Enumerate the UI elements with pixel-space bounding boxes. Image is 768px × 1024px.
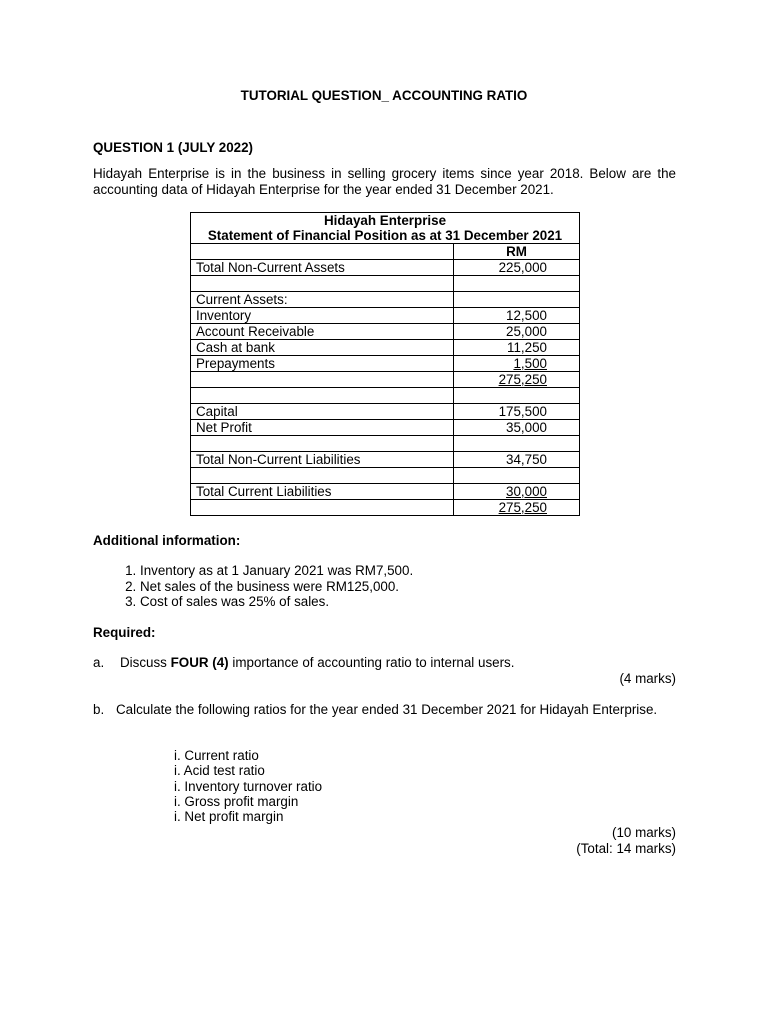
question-a-text	[120, 655, 514, 670]
spacer-cell	[191, 436, 454, 452]
row-amount: 225,000	[454, 260, 580, 276]
list-item: 3. Cost of sales was 25% of sales.	[140, 594, 413, 610]
spacer-cell	[454, 468, 580, 484]
row-amount: 34,750	[454, 452, 580, 468]
additional-info-heading: Additional information:	[93, 533, 241, 548]
row-label: Net Profit	[191, 420, 454, 436]
question-heading: QUESTION 1 (JULY 2022)	[93, 140, 254, 155]
list-item: i. Inventory turnover ratio	[174, 778, 323, 794]
question-b-letter: b.	[93, 702, 105, 717]
question-a-emphasis: FOUR (4)	[170, 655, 229, 670]
additional-info-list	[116, 563, 413, 610]
row-amount: 175,500	[454, 404, 580, 420]
list-item: i. Net profit margin	[174, 809, 284, 825]
ratio-list	[174, 748, 322, 824]
spacer-cell	[191, 388, 454, 404]
row-amount-value: 1,500	[513, 356, 547, 371]
list-item: 2. Net sales of the business were RM125,000.	[140, 579, 413, 595]
list-item: i. Gross profit margin	[174, 793, 299, 809]
intro-paragraph: Hidayah Enterprise is in the business in selling grocery items since year 2018. Below are the accounting data of Hidayah Enterprise for the year ended 31 December 2021.	[93, 166, 676, 197]
question-b-marks-block	[576, 825, 676, 856]
spacer-cell	[454, 436, 580, 452]
row-amount: 11,250	[454, 340, 580, 356]
row-amount	[454, 292, 580, 308]
spacer-cell	[454, 276, 580, 292]
row-amount	[454, 356, 580, 372]
statement-title: Statement of Financial Position as at 31 December 2021	[191, 228, 580, 244]
financial-position-table	[190, 212, 580, 516]
row-label: Prepayments	[191, 356, 454, 372]
row-label: Cash at bank	[191, 340, 454, 356]
list-item: i. Current ratio	[174, 748, 259, 763]
list-item: i. Acid test ratio	[174, 763, 265, 779]
row-amount: 35,000	[454, 420, 580, 436]
row-amount	[454, 484, 580, 500]
row-amount-value: 275,250	[498, 372, 547, 387]
list-item: 1. Inventory as at 1 January 2021 was RM7,500.	[140, 563, 413, 579]
row-amount: 25,000	[454, 324, 580, 340]
question-a-prefix: Discuss	[120, 655, 171, 670]
row-label: Total Current Liabilities	[191, 484, 454, 500]
question-b-text: Calculate the following ratios for the year ended 31 December 2021 for Hidayah Enterprise.	[116, 702, 658, 717]
row-amount-value: 275,250	[498, 500, 547, 515]
total-marks: (Total: 14 marks)	[576, 840, 676, 856]
question-a-suffix: importance of accounting ratio to internal users.	[228, 655, 515, 670]
row-label	[191, 372, 454, 388]
row-label: Current Assets:	[191, 292, 454, 308]
row-amount: 12,500	[454, 308, 580, 324]
row-amount-value: 30,000	[506, 484, 547, 499]
row-label: Inventory	[191, 308, 454, 324]
document-title: TUTORIAL QUESTION_ ACCOUNTING RATIO	[240, 88, 528, 103]
spacer-cell	[454, 388, 580, 404]
question-a-marks: (4 marks)	[619, 671, 676, 686]
table-cell-empty	[191, 244, 454, 260]
currency-header: RM	[454, 244, 580, 260]
question-a-letter: a.	[93, 655, 105, 670]
spacer-cell	[191, 468, 454, 484]
row-amount	[454, 372, 580, 388]
statement-company: Hidayah Enterprise	[191, 213, 580, 229]
question-b-marks: (10 marks)	[612, 825, 676, 840]
row-label: Total Non-Current Liabilities	[191, 452, 454, 468]
spacer-cell	[191, 276, 454, 292]
row-amount	[454, 500, 580, 516]
row-label: Capital	[191, 404, 454, 420]
row-label	[191, 500, 454, 516]
required-heading: Required:	[93, 625, 156, 640]
row-label: Account Receivable	[191, 324, 454, 340]
row-label: Total Non-Current Assets	[191, 260, 454, 276]
